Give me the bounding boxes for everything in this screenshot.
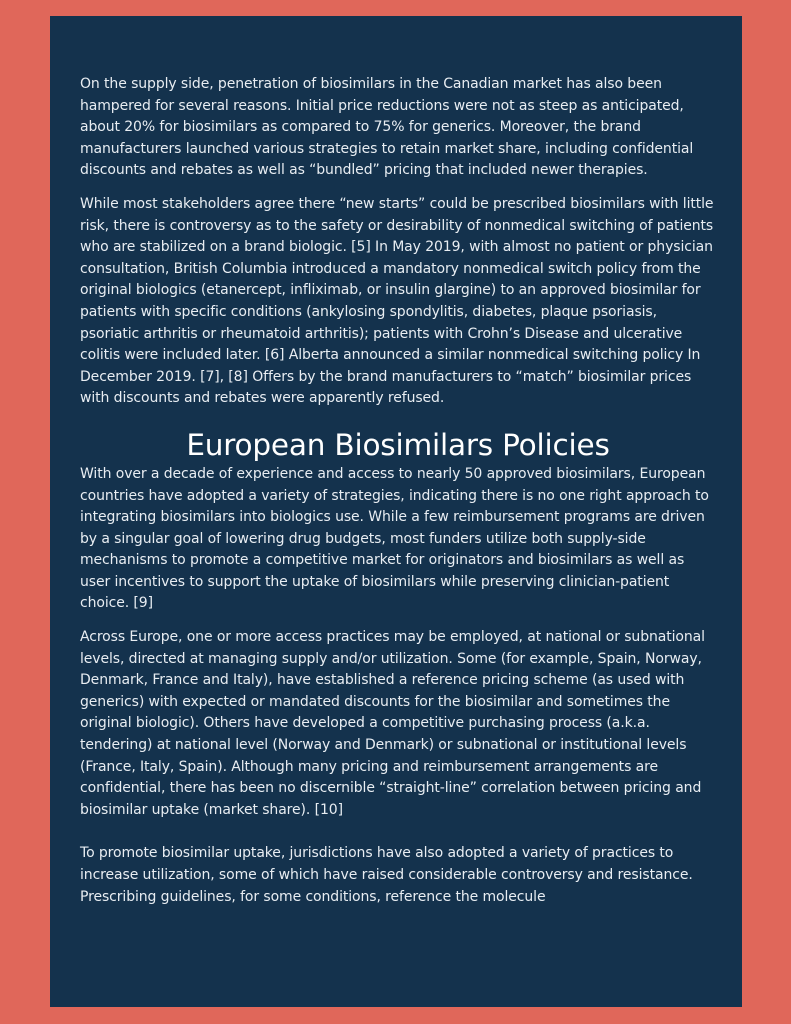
paragraph-supply-side: On the supply side, penetration of biosimilars in the Canadian market has also been hampered for several reasons. Initial price reductions were not as steep as anticipated, about 20% for biosimilars as compared to 75% for generics. Moreover, the brand manufacturers launched various strategies to retain market share, including confidential discounts and rebates as well as “bundled” pricing that included newer therapies. <box>80 76 694 179</box>
paragraph-access-practices: Across Europe, one or more access practices may be employed, at national or subnational levels, directed at managing supply and/or utilization. Some (for example, Spain, Norway, Denmark, France and Italy), have established a reference pricing scheme (as used with generics) with expected or mandated discounts for the biosimilar and sometimes the original biologic). Others have developed a competitive purchasing process (a.k.a. tendering) at national level (Norway and Denmark) or subnational or institutional levels (France, Italy, Spain). Although many pricing and reimbursement arrangements are confidential, there has been no discernible “straight-line” correlation between pricing and biosimilar uptake (market share). [10] <box>80 629 705 818</box>
paragraph-uptake-practices: To promote biosimilar uptake, jurisdictions have also adopted a variety of practices to increase utilization, some of which have raised considerable controversy and resistance. Prescribing guidelines, for some conditions, reference the molecule <box>80 845 693 905</box>
content-panel <box>50 16 742 1007</box>
paragraph-european-strategies: With over a decade of experience and access to nearly 50 approved biosimilars, European countries have adopted a variety of strategies, indicating there is no one right approach to integrating biosimilars into biologics use. While a few reimbursement programs are driven by a singular goal of lowering drug budgets, most funders utilize both supply-side mechanisms to promote a competitive market for originators and biosimilars as well as user incentives to support the uptake of biosimilars while preserving clinician-patient choice. [9] <box>80 465 709 612</box>
section-heading-european-policies: European Biosimilars Policies <box>186 427 610 462</box>
paragraph-nonmedical-switching: While most stakeholders agree there “new starts” could be prescribed biosimilars with little risk, there is controversy as to the safety or desirability of nonmedical switching of patients who are stabilized on a brand biologic. [5] In May 2019, with almost no patient or physician consultation, British Columbia introduced a mandatory nonmedical switch policy from the original biologics (etanercept, infliximab, or insulin glargine) to an approved biosimilar for patients with specific conditions (ankylosing spondylitis, diabetes, plaque psoriasis, psoriatic arthritis or rheumatoid arthritis); patients with Crohn’s Disease and ulcerative colitis were included later. [6] Alberta announced a similar nonmedical switching policy In December 2019. [7], [8] Offers by the brand manufacturers to “match” biosimilar prices with discounts and rebates were apparently refused. <box>80 195 714 407</box>
